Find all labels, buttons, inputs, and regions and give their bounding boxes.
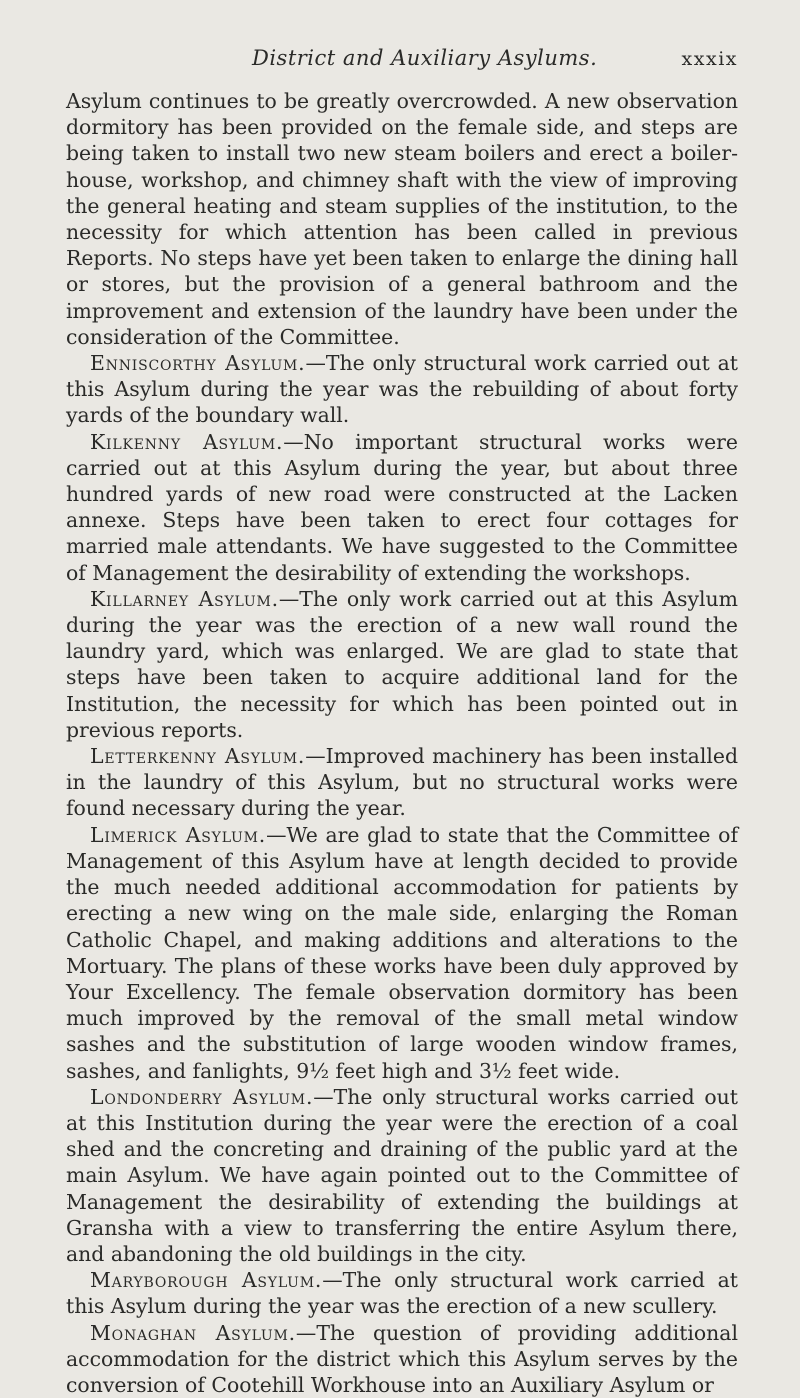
section-heading-maryborough: Maryborough Asylum. <box>90 1268 323 1293</box>
paragraph-text: —Improved machinery has been installed in the laundry of this Asylum, but no structural works were found necessary during the year. <box>66 744 738 821</box>
paragraph-enniscorthy <box>66 350 738 429</box>
section-heading-londonderry: Londonderry Asylum. <box>90 1084 314 1109</box>
paragraph-kilkenny <box>66 429 738 586</box>
paragraph-monaghan <box>66 1320 738 1398</box>
paragraph-text: —We are glad to state that the Committee of Management of this Asylum have at length decided to provide the much needed additional accommodation for patients by erecting a new wing on the male side, enlarging the Roman Catholic Chapel, and making additions and alterations to the Mortuary. The plans of these works have been duly approved by Your Excellency. The female observation dormitory has been much improved by the removal of the small metal window sashes and the substitution of large wooden window frames, sashes, and fanlights, 9½ feet high and 3½ feet wide. <box>66 822 738 1083</box>
section-heading-monaghan: Monaghan Asylum. <box>90 1320 296 1345</box>
paragraph-maryborough <box>66 1267 738 1319</box>
paragraph-limerick <box>66 822 738 1084</box>
paragraph-letterkenny <box>66 743 738 822</box>
body-text <box>66 88 738 1398</box>
section-heading-limerick: Limerick Asylum. <box>90 822 267 847</box>
page-number: xxxix <box>681 48 738 70</box>
paragraph-text: —No important structural works were carried out at this Asylum during the year, but about three hundred yards of new road were constructed at the Lacken annexe. Steps have been taken to erect four cottages for married male attendants. We have suggested to the Committee of Management the desirability of extending the workshops. <box>66 429 738 585</box>
paragraph-text: Asylum continues to be greatly overcrowded. A new observation dormitory has been provided on the female side, and steps are being taken to install two new steam boilers and erect a boiler-house, workshop, and chimney shaft with the view of improving the general heating and steam supplies of the institution, to the necessity for which attention has been called in previous Reports. No steps have yet been taken to enlarge the dining hall or stores, but the provision of a general bathroom and the improvement and extension of the laundry have been under the consideration of the Committee. <box>66 89 738 349</box>
paragraph-text: —The only structural work carried out at this Asylum during the year was the rebuilding of about forty yards of the boundary wall. <box>66 351 738 428</box>
paragraph-londonderry <box>66 1084 738 1267</box>
section-heading-killarney: Killarney Asylum. <box>90 586 279 611</box>
paragraph-text: —The only structural work carried at this Asylum during the year was the erection of a new scullery. <box>66 1268 739 1319</box>
section-heading-kilkenny: Kilkenny Asylum. <box>90 429 284 454</box>
paragraph-text: —The question of providing additional accommodation for the district which this Asylum serves by the conversion of Cootehill Workhouse into an Auxiliary Asylum or <box>66 1320 738 1397</box>
section-heading-enniscorthy: Enniscorthy Asylum. <box>90 351 306 376</box>
running-title: District and Auxiliary Asylums. <box>252 46 598 70</box>
paragraph-asylum-continuation <box>66 88 738 350</box>
paragraph-text: —The only work carried out at this Asylum during the year was the erection of a new wall round the laundry yard, which was enlarged. We are glad to state that steps have been taken to acquire additional land for the Institution, the necessity for which has been pointed out in previous reports. <box>66 586 738 742</box>
page-header <box>66 0 738 76</box>
paragraph-text: —The only structural works carried out at this Institution during the year were the erection of a coal shed and the concreting and draining of the public yard at the main Asylum. We have again pointed out to the Committee of Management the desirability of extending the buildings at Gransha with a view to transferring the entire Asylum there, and abandoning the old buildings in the city. <box>66 1084 738 1266</box>
paragraph-killarney <box>66 586 738 743</box>
section-heading-letterkenny: Letterkenny Asylum. <box>90 744 306 769</box>
